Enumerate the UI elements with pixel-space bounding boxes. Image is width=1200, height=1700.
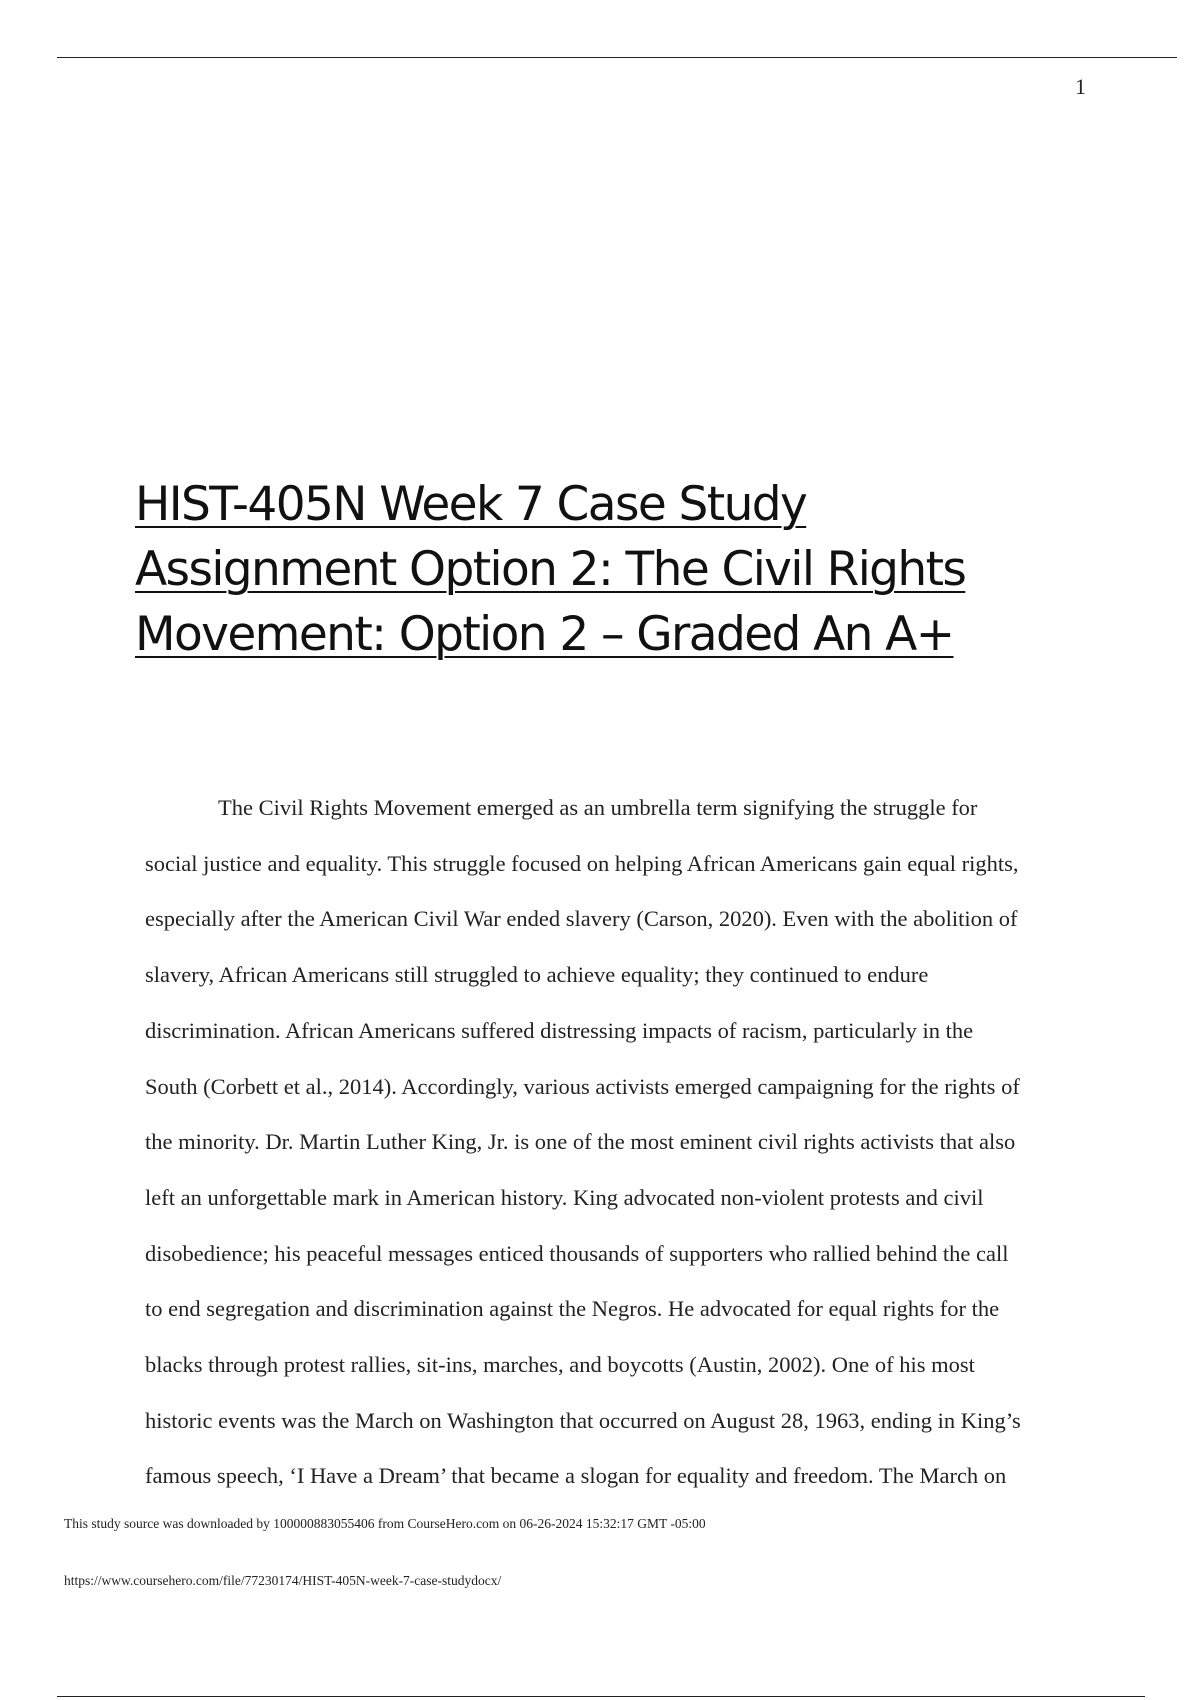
body-line: blacks through protest rallies, sit-ins, marches, and boycotts (Austin, 2002). One of his most [145,1352,975,1378]
source-url: https://www.coursehero.com/file/77230174/HIST-405N-week-7-case-studydocx/ [64,1573,502,1588]
title-line: Assignment Option 2: The Civil Rights [135,542,966,597]
body-line: historic events was the March on Washington that occurred on August 28, 1963, ending in King’s [145,1407,1021,1433]
title-line: Movement: Option 2 – Graded An A+ [135,607,954,662]
body-paragraph [145,780,1145,1504]
header-rule [57,57,1177,58]
body-line: left an unforgettable mark in American history. King advocated non-violent protests and civil [145,1184,984,1210]
download-source-notice: This study source was downloaded by 100000883055406 from CourseHero.com on 06-26-2024 15:32:17 GMT -05:00 [64,1516,706,1531]
body-line: social justice and equality. This struggle focused on helping African Americans gain equal rights, [145,850,1019,876]
body-line: discrimination. African Americans suffered distressing impacts of racism, particularly in the [145,1017,974,1043]
body-line: disobedience; his peaceful messages enticed thousands of supporters who rallied behind the call [145,1240,1009,1266]
document-title [135,472,1115,667]
body-line: South (Corbett et al., 2014). Accordingly, various activists emerged campaigning for the rights of [145,1073,1020,1099]
page-number: 1 [1075,74,1086,99]
body-line: slavery, African Americans still struggled to achieve equality; they continued to endure [145,962,929,988]
body-line: the minority. Dr. Martin Luther King, Jr. is one of the most eminent civil rights activists that also [145,1129,1016,1155]
body-line: The Civil Rights Movement emerged as an umbrella term signifying the struggle for [218,795,978,820]
footer-rule [57,1696,1145,1697]
body-line: especially after the American Civil War ended slavery (Carson, 2020). Even with the abolition of [145,906,1018,932]
body-line: famous speech, ‘I Have a Dream’ that became a slogan for equality and freedom. The March on [145,1463,1007,1489]
title-line: HIST-405N Week 7 Case Study [135,477,807,532]
body-line: to end segregation and discrimination against the Negros. He advocated for equal rights for the [145,1296,1000,1322]
